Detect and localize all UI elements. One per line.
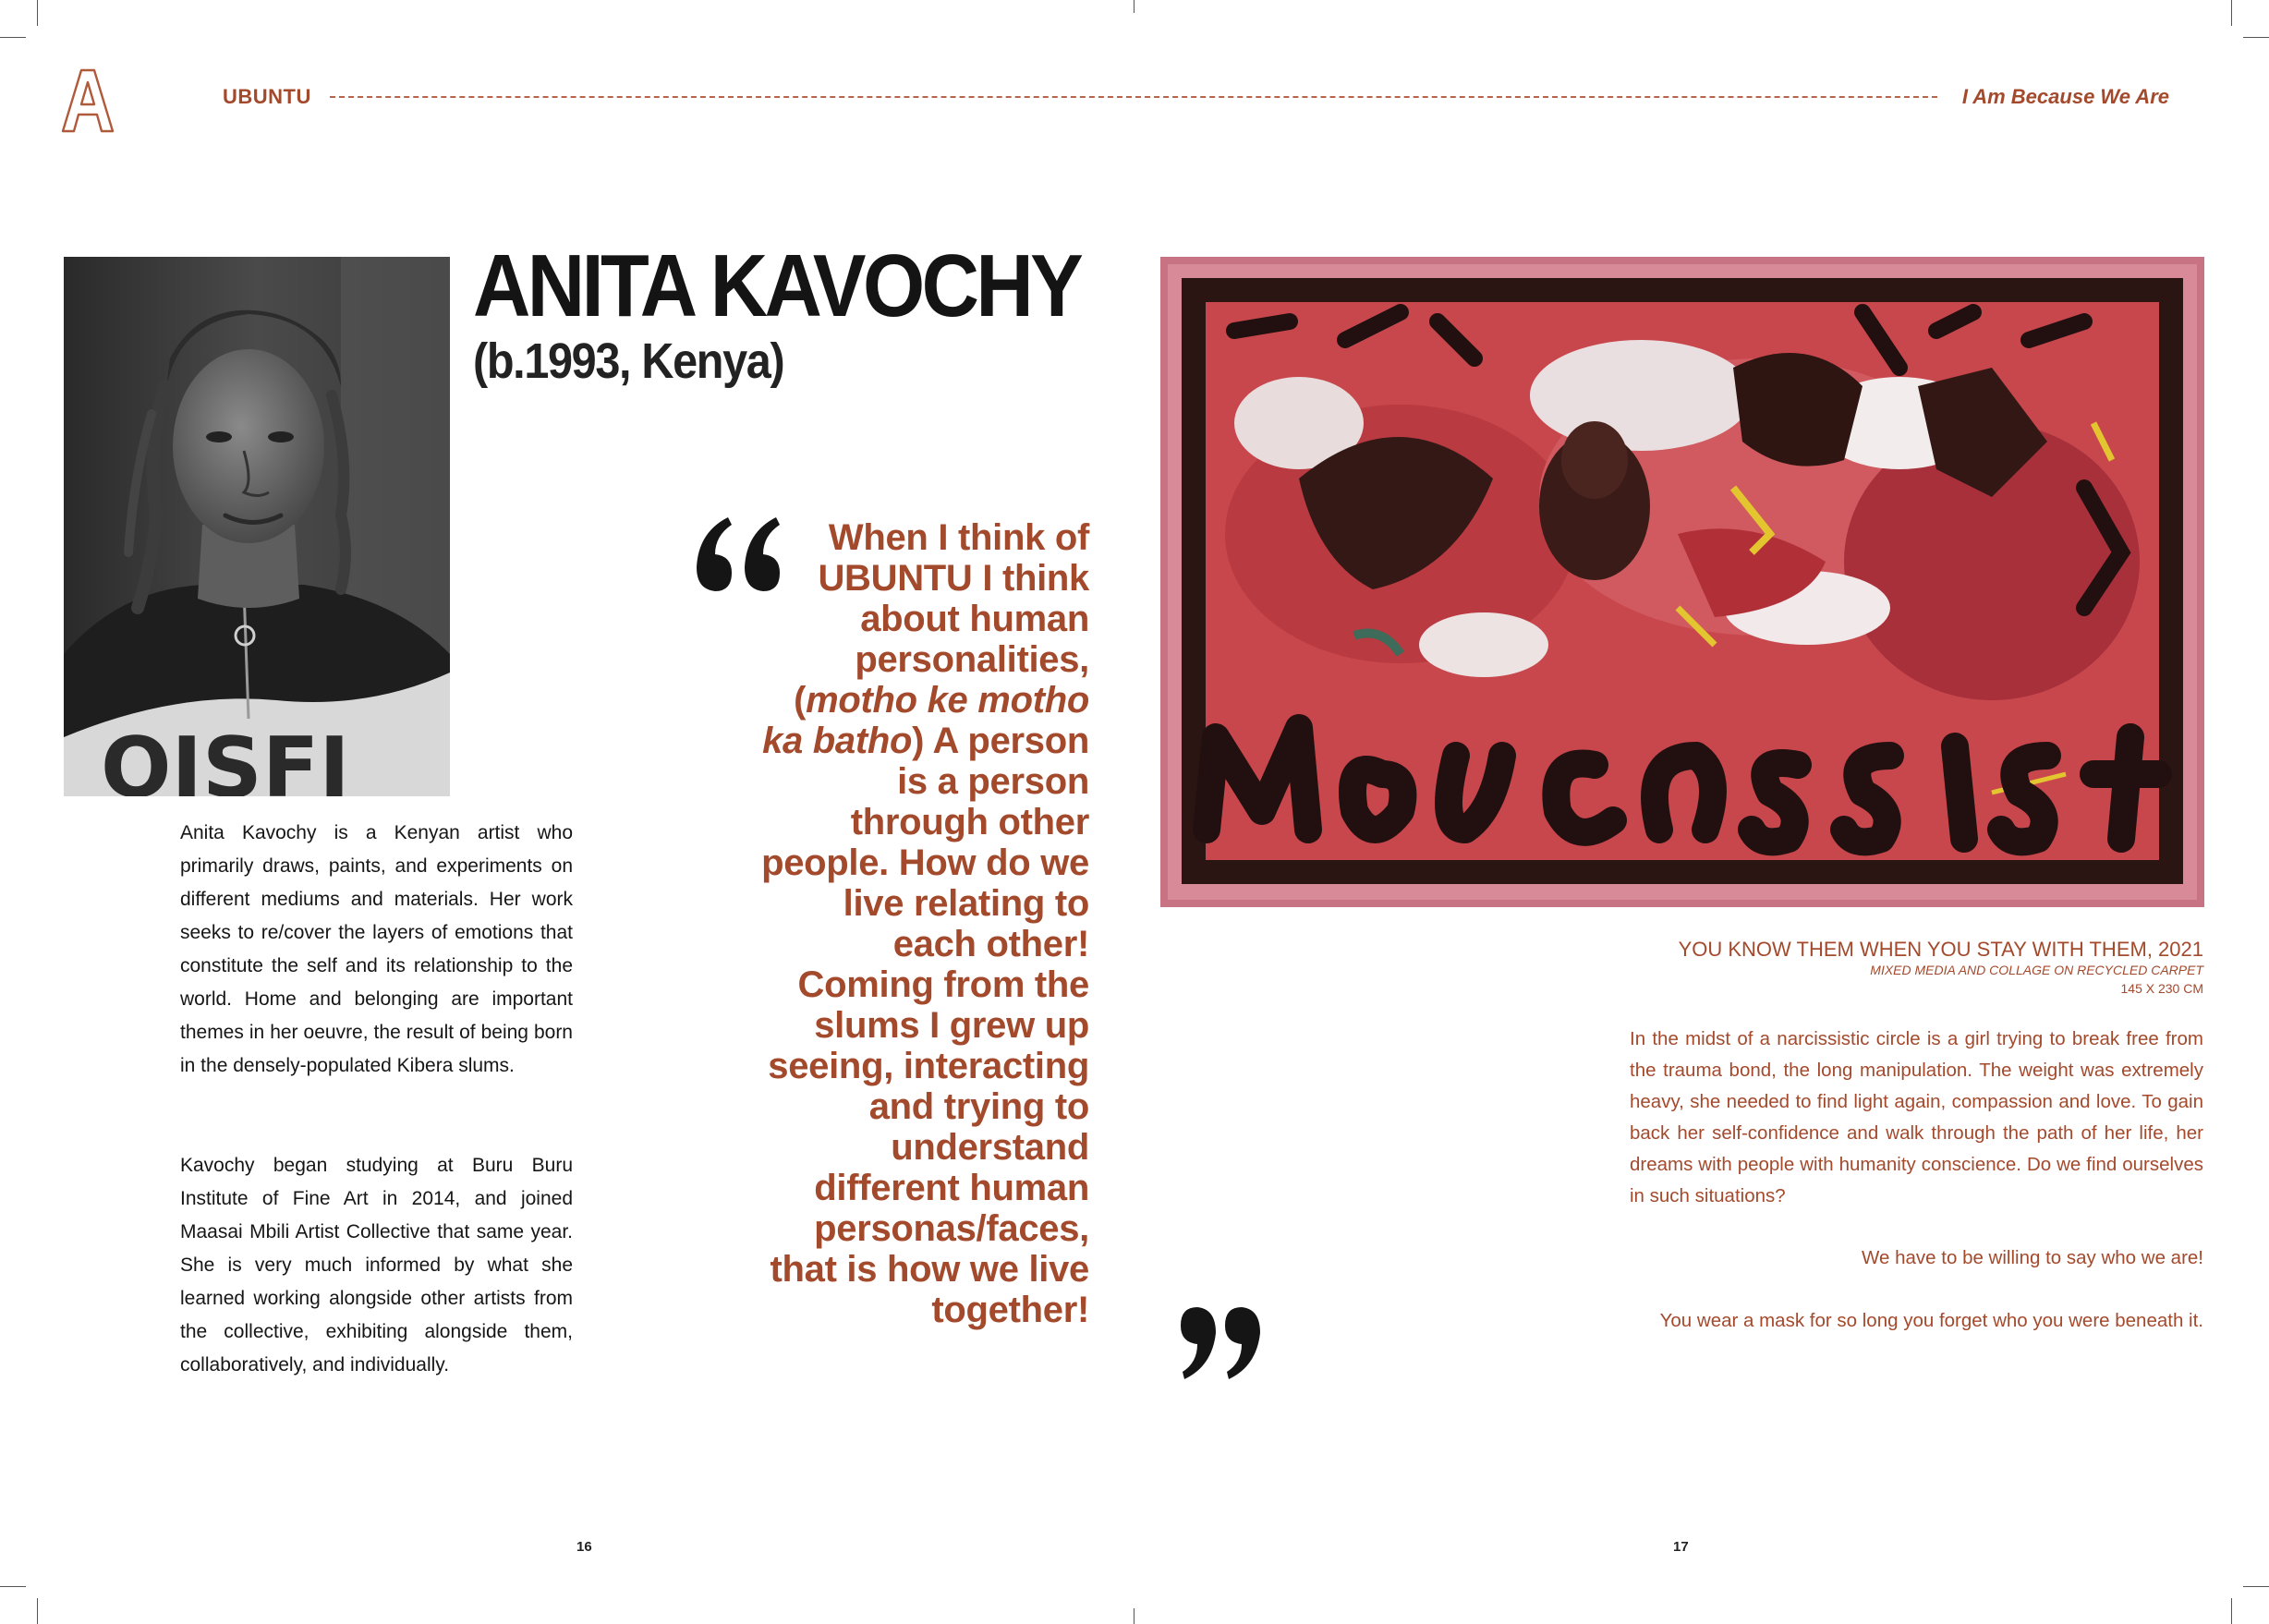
artwork-medium: MIXED MEDIA AND COLLAGE ON RECYCLED CARPET [1870, 963, 2203, 977]
crop-mark [37, 0, 38, 26]
header-dashed-rule [330, 96, 1937, 98]
crop-mark [2243, 37, 2269, 38]
artwork-description: In the midst of a narcissistic circle is a girl trying to break free from the trauma bond, the long manipulation. The weight was extremely heavy, she needed to find light again, compassion and love. To gain back her self-confidence and walk through the path of her life, her dreams with people with humanity conscience. Do we find ourselves in such situations? [1630, 1028, 2203, 1206]
artist-birth-info: (b.1993, Kenya) [473, 333, 784, 389]
bio-paragraph-2: Kavochy began studying at Buru Buru Institute of Fine Art in 2014, and joined Maasai Mbili Artist Collective that same year. She is very much informed by what she learned working alongside other artists from the collective, exhibiting alongside them, collaboratively, and individually. [180, 1155, 573, 1376]
pull-quote [753, 517, 1089, 1330]
artwork-dimensions: 145 X 230 CM [2120, 981, 2203, 996]
crop-mark [0, 1586, 26, 1587]
pull-quote-italic: motho ke motho ka batho [762, 680, 1089, 761]
page-number-right: 17 [1673, 1539, 1689, 1555]
artwork-title: YOU KNOW THEM WHEN YOU STAY WITH THEM, 2021 [1678, 938, 2203, 961]
artwork-statement-2: You wear a mask for so long you forget who you were beneath it. [1659, 1310, 2203, 1331]
artwork-statement-1: We have to be willing to say who we are! [1862, 1247, 2203, 1268]
page-number-left: 16 [576, 1539, 592, 1555]
artwork-image [1160, 257, 2204, 907]
crop-mark [2231, 0, 2232, 26]
svg-text:OISFI: OISFI [101, 720, 350, 796]
crop-mark [37, 1598, 38, 1624]
artist-portrait-photo [64, 257, 450, 796]
pull-quote-part2: ) A person is a person through other people. How do we live relating to each other! Coming from the slums I grew up seeing, interacting and trying to understand different human personas/faces, that is how we live together! [761, 721, 1089, 1330]
pull-quote-part1: When I think of UBUNTU I think about human personalities, ( [794, 517, 1089, 721]
artist-name-heading: ANITA KAVOCHY [473, 236, 1081, 335]
bio-paragraph-1: Anita Kavochy is a Kenyan artist who primarily draws, paints, and experiments on different mediums and materials. Her work seeks to re/cover the layers of emotions that constitute the self and its relationship to the world. Home and belonging are important themes in her oeuvre, the result of being born in the densely-populated Kibera slums. [180, 822, 573, 1076]
close-quote-icon [1181, 1305, 1266, 1385]
crop-mark [2231, 1598, 2232, 1624]
crop-mark [0, 37, 26, 38]
section-logo-a-icon [59, 67, 116, 133]
running-header-section: UBUNTU [223, 85, 311, 108]
running-header-tagline: I Am Because We Are [1961, 85, 2169, 108]
crop-mark [2243, 1586, 2269, 1587]
